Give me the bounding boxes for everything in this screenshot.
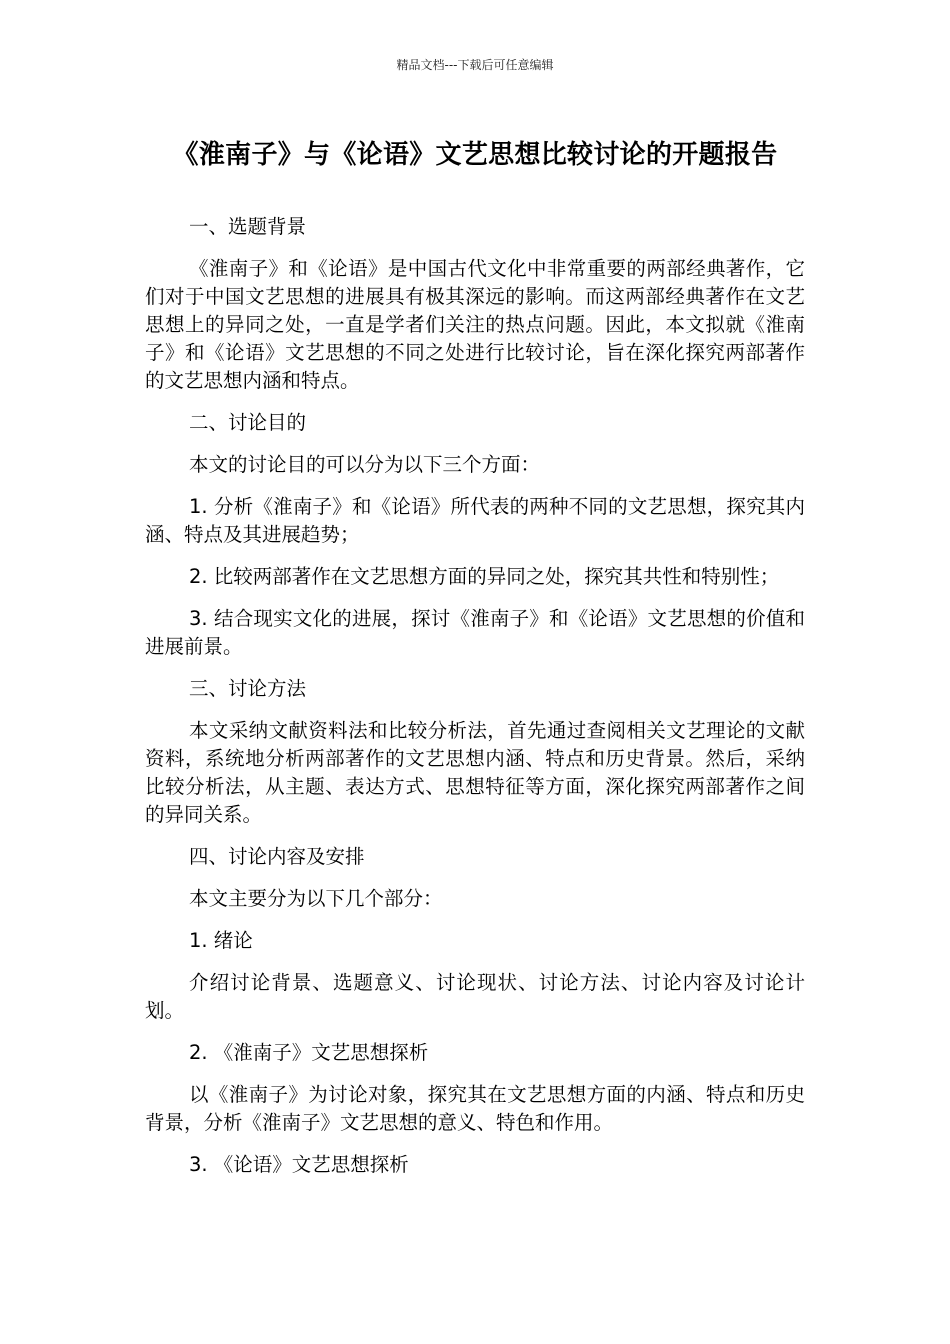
list-item-purpose-1: 1. 分析《淮南子》和《论语》所代表的两种不同的文艺思想，探究其内涵、特点及其进展趋势； [145, 495, 805, 546]
page-header: 精品文档---下载后可任意编辑 [396, 58, 554, 72]
section-heading-purpose: 二、讨论目的 [189, 411, 307, 434]
document-body [145, 213, 805, 1193]
paragraph-part-1: 介绍讨论背景、选题意义、讨论现状、讨论方法、讨论内容及讨论计划。 [145, 971, 805, 1022]
list-item-purpose-2: 2. 比较两部著作在文艺思想方面的异同之处，探究其共性和特别性； [189, 565, 780, 588]
list-item-part-2: 2. 《淮南子》文艺思想探析 [189, 1041, 429, 1064]
list-item-part-3: 3. 《论语》文艺思想探析 [189, 1153, 409, 1176]
section-heading-method: 三、讨论方法 [189, 677, 307, 700]
paragraph-content-intro: 本文主要分为以下几个部分： [189, 887, 443, 910]
section-heading-content: 四、讨论内容及安排 [189, 845, 365, 868]
paragraph-part-2: 以《淮南子》为讨论对象，探究其在文艺思想方面的内涵、特点和历史背景，分析《淮南子》文艺思想的意义、特色和作用。 [145, 1083, 805, 1134]
paragraph-background: 《淮南子》和《论语》是中国古代文化中非常重要的两部经典著作，它们对于中国文艺思想的进展具有极其深远的影响。而这两部经典著作在文艺思想上的异同之处，一直是学者们关注的热点问题。因此，本文拟就《淮南子》和《论语》文艺思想的不同之处进行比较讨论，旨在深化探究两部著作的文艺思想内涵和特点。 [145, 257, 805, 392]
list-item-part-1: 1. 绪论 [189, 929, 253, 952]
document-title: 《淮南子》与《论语》文艺思想比较讨论的开题报告 [172, 140, 778, 170]
list-item-purpose-3: 3. 结合现实文化的进展，探讨《淮南子》和《论语》文艺思想的价值和进展前景。 [145, 607, 805, 658]
paragraph-purpose-intro: 本文的讨论目的可以分为以下三个方面： [189, 453, 541, 476]
paragraph-method: 本文采纳文献资料法和比较分析法，首先通过查阅相关文艺理论的文献资料，系统地分析两部著作的文艺思想内涵、特点和历史背景。然后，采纳比较分析法，从主题、表达方式、思想特征等方面，深化探究两部著作之间的异同关系。 [145, 719, 805, 826]
section-heading-background: 一、选题背景 [189, 215, 307, 238]
